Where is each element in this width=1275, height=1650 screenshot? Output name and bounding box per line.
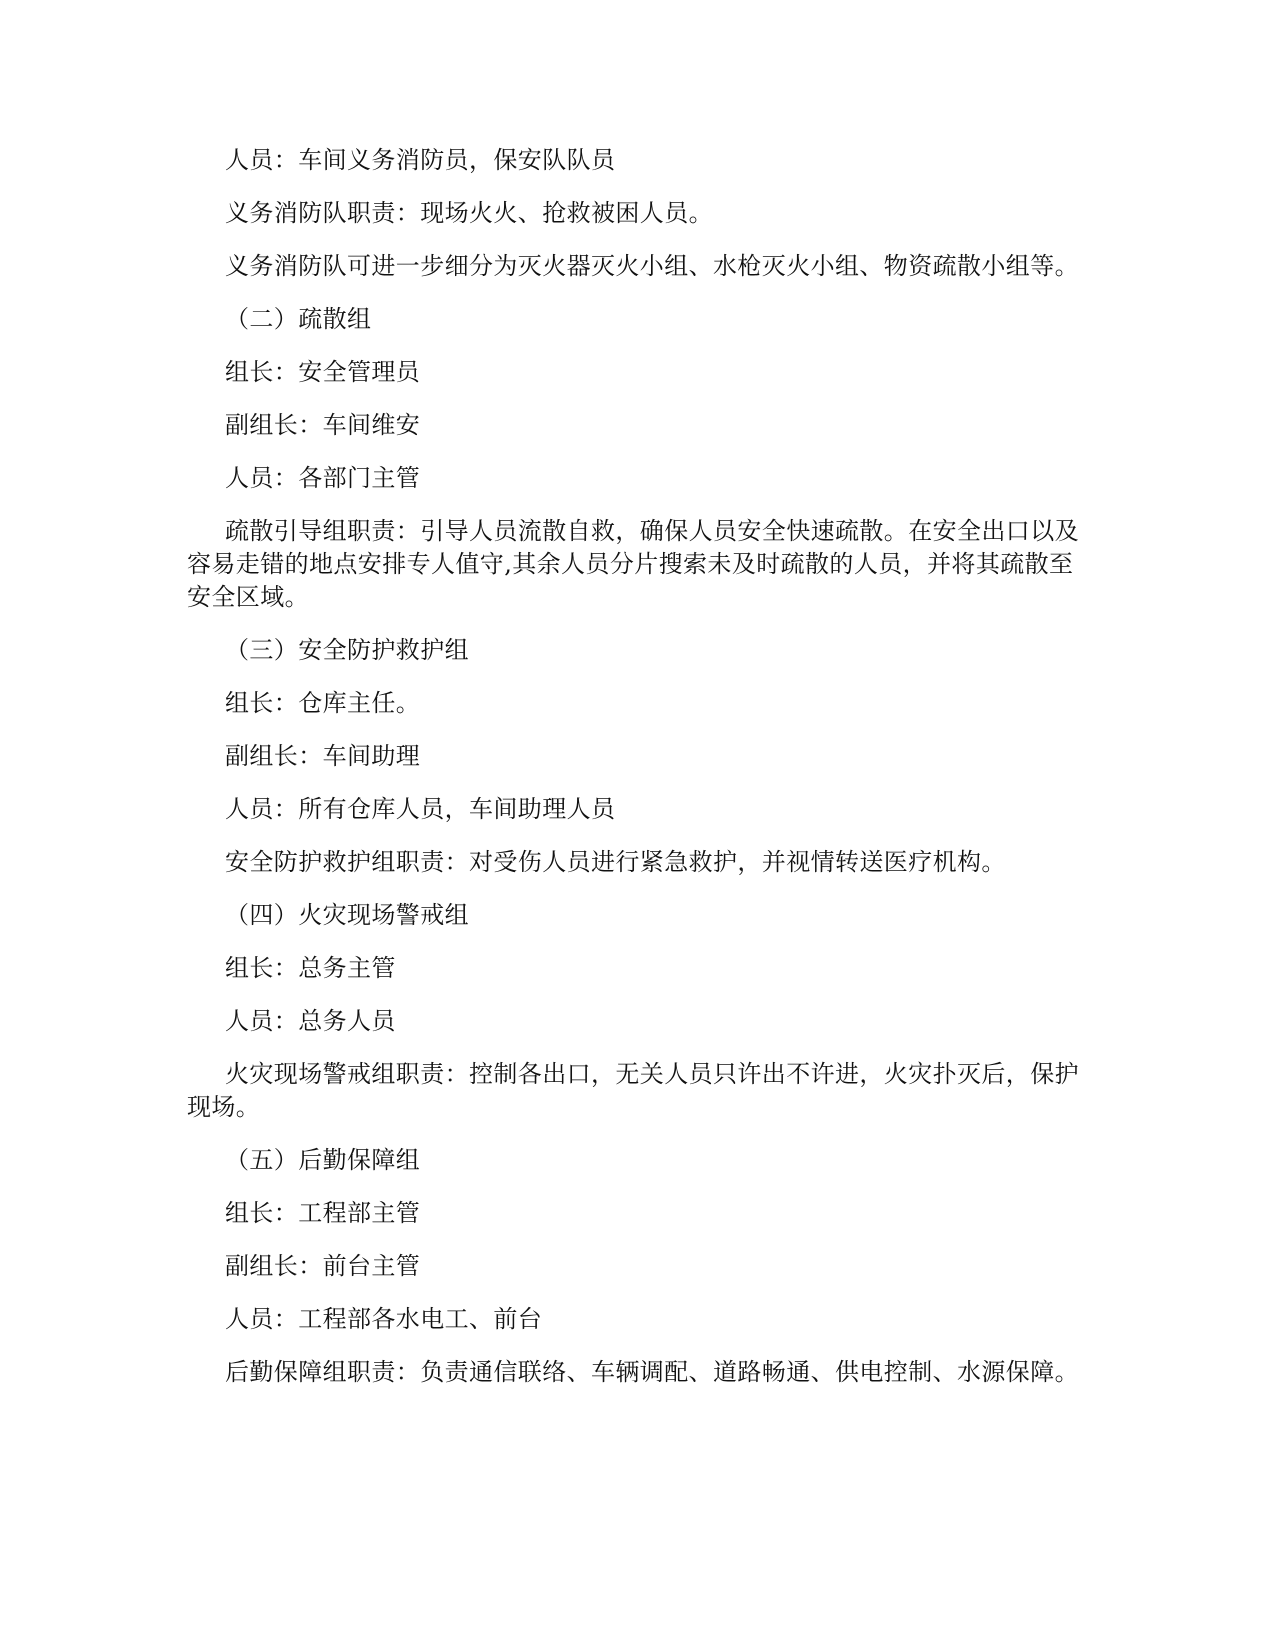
paragraph-guard-duty: 火灾现场警戒组职责：控制各出口，无关人员只许出不许进，火灾扑灭后，保护现场。 <box>187 1060 1079 1121</box>
paragraph-personnel-fire: 人员：车间义务消防员，保安队队员 <box>225 146 616 174</box>
section-heading-protection: （三）安全防护救护组 <box>225 636 469 664</box>
section-heading-guard: （四）火灾现场警戒组 <box>225 901 469 929</box>
paragraph-fire-team-subgroups: 义务消防队可进一步细分为灭火器灭火小组、水枪灭火小组、物资疏散小组等。 <box>225 252 1079 280</box>
paragraph-evacuation-personnel: 人员：各部门主管 <box>225 464 421 492</box>
paragraph-protection-deputy: 副组长：车间助理 <box>225 742 421 770</box>
paragraph-evacuation-leader: 组长：安全管理员 <box>225 358 421 386</box>
document-body <box>187 144 1087 1409</box>
section-heading-evacuation: （二）疏散组 <box>225 305 372 333</box>
section-heading-logistics: （五）后勤保障组 <box>225 1146 421 1174</box>
paragraph-logistics-duty: 后勤保障组职责：负责通信联络、车辆调配、道路畅通、供电控制、水源保障。 <box>225 1358 1079 1386</box>
paragraph-evacuation-deputy: 副组长：车间维安 <box>225 411 421 439</box>
paragraph-protection-leader: 组长：仓库主任。 <box>225 689 421 717</box>
paragraph-evacuation-duty: 疏散引导组职责：引导人员流散自救，确保人员安全快速疏散。在安全出口以及容易走错的地点安排专人值守,其余人员分片搜索未及时疏散的人员，并将其疏散至安全区域。 <box>187 517 1079 611</box>
paragraph-guard-personnel: 人员：总务人员 <box>225 1007 396 1035</box>
paragraph-logistics-deputy: 副组长：前台主管 <box>225 1252 421 1280</box>
paragraph-protection-duty: 安全防护救护组职责：对受伤人员进行紧急救护，并视情转送医疗机构。 <box>225 848 1006 876</box>
paragraph-guard-leader: 组长：总务主管 <box>225 954 396 982</box>
paragraph-protection-personnel: 人员：所有仓库人员，车间助理人员 <box>225 795 616 823</box>
paragraph-logistics-personnel: 人员：工程部各水电工、前台 <box>225 1305 543 1333</box>
paragraph-fire-team-duty: 义务消防队职责：现场火火、抢救被困人员。 <box>225 199 713 227</box>
paragraph-logistics-leader: 组长：工程部主管 <box>225 1199 421 1227</box>
